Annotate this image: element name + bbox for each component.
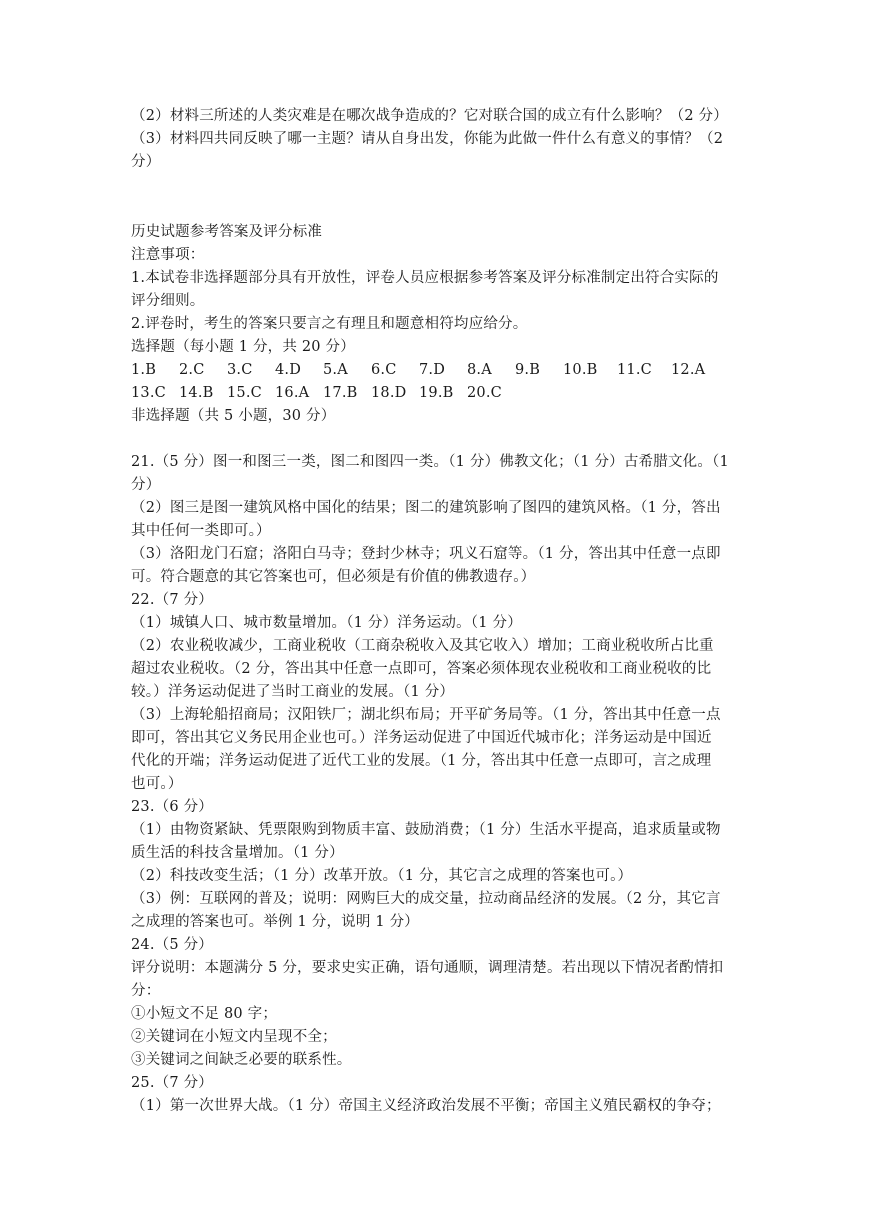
note-1-line-2: 评分细则。 bbox=[131, 293, 205, 309]
answer-line: 可。符合题意的其它答案也可，但必须是有价值的佛教遗存。） bbox=[131, 569, 536, 585]
answer-line: （1）第一次世界大战。（1 分）帝国主义经济政治发展不平衡；帝国主义殖民霸权的争夺； bbox=[131, 1098, 721, 1114]
choice-answer: 8.A bbox=[467, 362, 492, 378]
answer-line: （2）农业税收减少，工商业税收（工商杂税收入及其它收入）增加；工商业税收所占比重 bbox=[131, 638, 714, 654]
choice-answer: 5.A bbox=[323, 362, 348, 378]
nonchoice-heading: 非选择题（共 5 小题，30 分） bbox=[131, 408, 336, 424]
answer-line: （2）图三是图一建筑风格中国化的结果；图二的建筑影响了图四的建筑风格。（1 分，答出 bbox=[131, 500, 721, 516]
answer-line: ①小短文不足 80 字； bbox=[131, 1006, 278, 1022]
question-3-line: （3）材料四共同反映了哪一主题？请从自身出发，你能为此做一件什么有意义的事情？（2 bbox=[131, 131, 724, 147]
choice-answer: 19.B bbox=[419, 385, 454, 401]
answer-line: 25.（7 分） bbox=[131, 1075, 213, 1091]
page-title: 历史试题参考答案及评分标准 bbox=[131, 224, 323, 240]
answer-line: （1）城镇人口、城市数量增加。（1 分）洋务运动。（1 分） bbox=[131, 615, 522, 631]
choice-answer: 6.C bbox=[371, 362, 397, 378]
answer-line: （1）由物资紧缺、凭票限购到物质丰富、鼓励消费；（1 分）生活水平提高，追求质量或物 bbox=[131, 822, 721, 838]
choice-answer: 12.A bbox=[671, 362, 706, 378]
answer-line: 21.（5 分）图一和图三一类，图二和图四一类。（1 分）佛教文化；（1 分）古希腊文化。（1 bbox=[131, 454, 729, 470]
answer-line: 评分说明：本题满分 5 分，要求史实正确，语句通顺，调理清楚。若出现以下情况者酌情扣 bbox=[131, 960, 724, 976]
answer-line: 质生活的科技含量增加。（1 分） bbox=[131, 845, 344, 861]
note-2: 2.评卷时，考生的答案只要言之有理且和题意相符均应给分。 bbox=[131, 316, 528, 332]
choice-answer: 2.C bbox=[179, 362, 205, 378]
choice-answer: 18.D bbox=[371, 385, 407, 401]
choice-answer: 7.D bbox=[419, 362, 446, 378]
answer-line: 超过农业税收。（2 分，答出其中任意一点即可，答案必须体现农业税收和工商业税收的比 bbox=[131, 661, 712, 677]
answer-line: （2）科技改变生活；（1 分）改革开放。（1 分，其它言之成理的答案也可。） bbox=[131, 868, 633, 884]
choice-answer: 17.B bbox=[323, 385, 358, 401]
answer-line: ③关键词之间缺乏必要的联系性。 bbox=[131, 1052, 352, 1068]
answer-line: 分： bbox=[131, 983, 161, 999]
choice-heading: 选择题（每小题 1 分，共 20 分） bbox=[131, 339, 355, 355]
answer-line: 其中任何一类即可。） bbox=[131, 523, 271, 539]
notes-heading: 注意事项： bbox=[131, 247, 205, 263]
choice-answer: 13.C bbox=[131, 385, 166, 401]
choice-answer: 10.B bbox=[563, 362, 598, 378]
answer-line: 22.（7 分） bbox=[131, 592, 213, 608]
answer-line: 代化的开端；洋务运动促进了近代工业的发展。（1 分，答出其中任意一点即可，言之成理 bbox=[131, 753, 712, 769]
answer-line: 分） bbox=[131, 477, 161, 493]
answer-line: （3）上海轮船招商局；汉阳铁厂；湖北织布局；开平矿务局等。（1 分，答出其中任意一点 bbox=[131, 707, 721, 723]
answer-line: （3）洛阳龙门石窟；洛阳白马寺；登封少林寺；巩义石窟等。（1 分，答出其中任意一点即 bbox=[131, 546, 721, 562]
choice-answer: 16.A bbox=[275, 385, 310, 401]
answer-line: 也可。） bbox=[131, 776, 183, 792]
choice-answer: 3.C bbox=[227, 362, 253, 378]
question-2-line: （2）材料三所述的人类灾难是在哪次战争造成的？它对联合国的成立有什么影响？（2 分） bbox=[131, 108, 728, 124]
answer-line: 即可，答出其它义务民用企业也可。）洋务运动促进了中国近代城市化；洋务运动是中国近 bbox=[131, 730, 712, 746]
choice-answer: 4.D bbox=[275, 362, 302, 378]
choice-answer: 11.C bbox=[617, 362, 652, 378]
choice-answer: 15.C bbox=[227, 385, 262, 401]
choice-answer: 20.C bbox=[467, 385, 502, 401]
question-3-continuation: 分） bbox=[131, 154, 161, 170]
answer-line: ②关键词在小短文内呈现不全； bbox=[131, 1029, 337, 1045]
choice-answer: 14.B bbox=[179, 385, 214, 401]
choice-answer: 1.B bbox=[131, 362, 157, 378]
answer-line: （3）例：互联网的普及；说明：网购巨大的成交量，拉动商品经济的发展。（2 分，其它言 bbox=[131, 891, 721, 907]
answer-line: 较。）洋务运动促进了当时工商业的发展。（1 分） bbox=[131, 684, 455, 700]
choice-answer: 9.B bbox=[515, 362, 541, 378]
answer-line: 23.（6 分） bbox=[131, 799, 213, 815]
choice-answers-row-1 bbox=[131, 359, 751, 381]
note-1-line-1: 1.本试卷非选择题部分具有开放性，评卷人员应根据参考答案及评分标准制定出符合实际的 bbox=[131, 270, 719, 286]
choice-answers-row-2 bbox=[131, 382, 751, 404]
answer-line: 之成理的答案也可。举例 1 分，说明 1 分） bbox=[131, 914, 419, 930]
answer-line: 24.（5 分） bbox=[131, 937, 213, 953]
